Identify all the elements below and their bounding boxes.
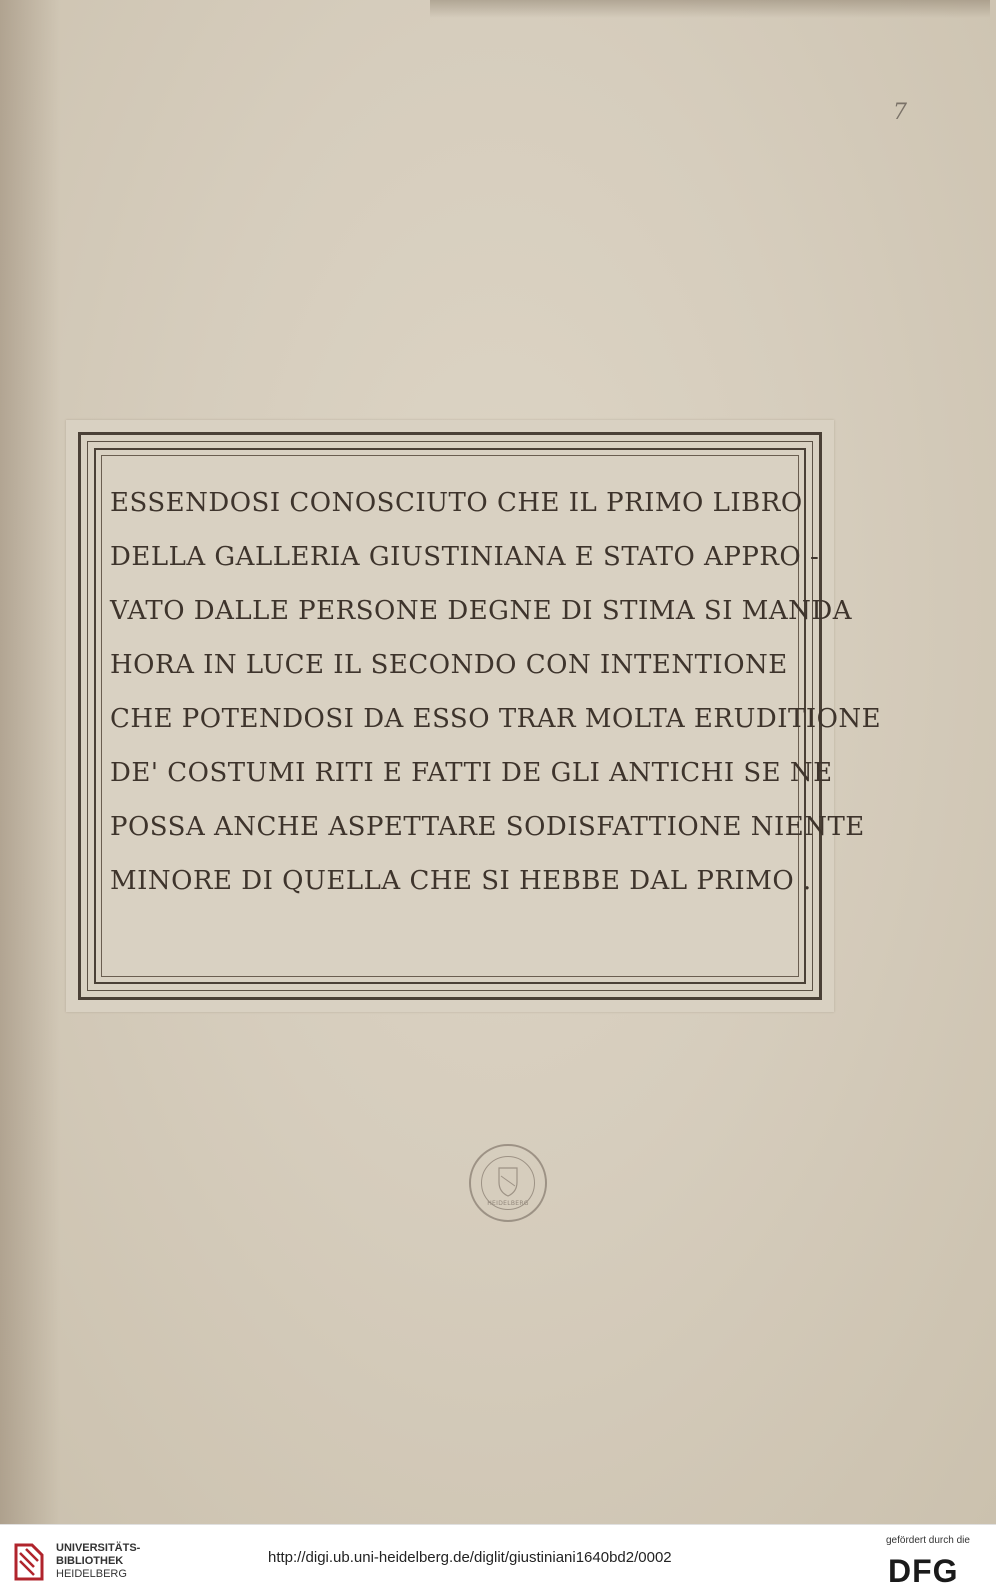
viewer-footer (0, 1524, 996, 1596)
inscription-line: ESSENDOSI CONOSCIUTO CHE IL PRIMO LIBRO (110, 488, 803, 518)
inscription-line: CHE POTENDOSI DA ESSO TRAR MOLTA ERUDITIONE (110, 704, 882, 734)
inscription-text (110, 476, 882, 908)
inscription-line: HORA IN LUCE IL SECONDO CON INTENTIONE (110, 650, 788, 680)
library-name-line: HEIDELBERG (56, 1568, 127, 1580)
library-name-line: BIBLIOTHEK (56, 1555, 124, 1567)
library-stamp (469, 1144, 547, 1222)
inscription-line: DELLA GALLERIA GIUSTINIANA E STATO APPRO - (110, 542, 820, 572)
inscription-line: VATO DALLE PERSONE DEGNE DI STIMA SI MANDA (110, 596, 853, 626)
stamp-label: HEIDELBERG (487, 1200, 529, 1207)
sponsor-label: gefördert durch die (886, 1535, 970, 1546)
dfg-logo[interactable]: DFG (888, 1553, 959, 1589)
engraved-plate (66, 420, 882, 1012)
inscription-line: POSSA ANCHE ASPETTARE SODISFATTIONE NIENTE (110, 812, 865, 842)
university-library-logo-icon[interactable] (12, 1539, 46, 1583)
inscription-line: MINORE DI QUELLA CHE SI HEBBE DAL PRIMO . (110, 866, 812, 896)
folio-mark: 7 (893, 100, 907, 125)
shield-icon (471, 1146, 545, 1220)
library-name (56, 1542, 140, 1581)
library-name-line: UNIVERSITÄTS- (56, 1542, 141, 1554)
permalink-url[interactable]: http://digi.ub.uni-heidelberg.de/diglit/giustiniani1640bd2/0002 (268, 1549, 672, 1566)
inscription-line: DE' COSTUMI RITI E FATTI DE GLI ANTICHI SE NE (110, 758, 833, 788)
